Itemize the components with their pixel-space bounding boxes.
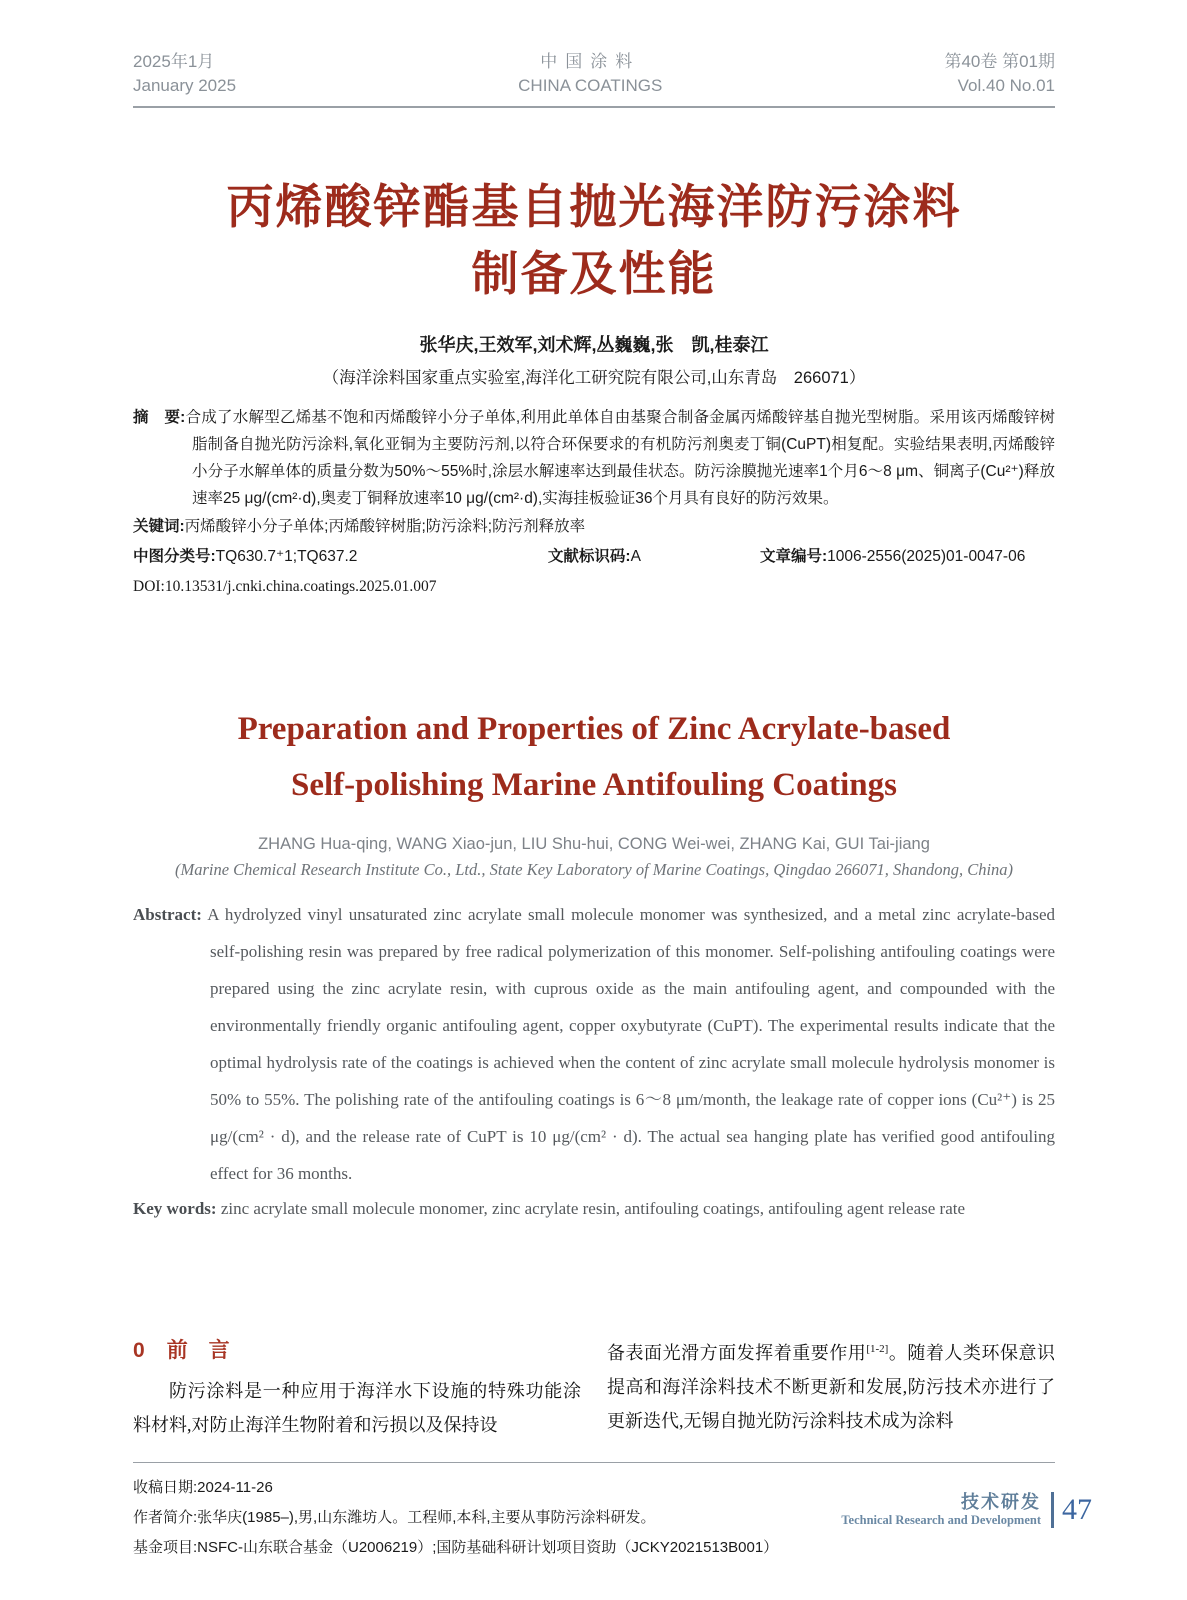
section-number: 0 xyxy=(133,1338,145,1362)
section-title: 前 言 xyxy=(166,1338,230,1362)
article-id xyxy=(760,543,1055,570)
introduction-section xyxy=(133,1336,1055,1442)
article-title-en-line1: Preparation and Properties of Zinc Acrylate-based xyxy=(237,711,951,748)
keywords-en-text: zinc acrylate small molecule monomer, zinc acrylate resin, antifouling coatings, antifouling agent release rate xyxy=(220,1198,966,1218)
author-bio: 作者简介:张华庆(1985–),男,山东潍坊人。工程师,本科,主要从事防污涂料研发。 xyxy=(133,1508,656,1526)
intro-paragraph-right xyxy=(607,1336,1055,1438)
header-journal-en: CHINA COATINGS xyxy=(518,76,663,95)
article-id-label: 文章编号: xyxy=(759,548,828,566)
intro-right-column xyxy=(607,1336,1055,1442)
header-journal-block xyxy=(518,50,662,98)
authors-en: ZHANG Hua-qing, WANG Xiao-jun, LIU Shu-hui, CONG Wei-wei, ZHANG Kai, GUI Tai-jiang xyxy=(258,834,930,853)
footer-column-labels xyxy=(841,1492,1041,1528)
abstract-cn-label: 摘 要: xyxy=(133,409,186,427)
clc-number xyxy=(133,543,548,570)
document-code xyxy=(548,543,760,570)
keywords-cn-text: 丙烯酸锌小分子单体;丙烯酸锌树脂;防污涂料;防污剂释放率 xyxy=(184,518,586,536)
footer-column-cn: 技术研发 xyxy=(961,1492,1041,1512)
abstract-en xyxy=(133,896,1055,1192)
section-heading xyxy=(133,1336,581,1366)
clc-value: TQ630.7⁺1;TQ637.2 xyxy=(215,548,358,566)
abstract-cn-text: 合成了水解型乙烯基不饱和丙烯酸锌小分子单体,利用此单体自由基聚合制备金属丙烯酸锌基自抛光型树脂。采用该丙烯酸锌树脂制备自抛光防污涂料,氧化亚铜为主要防污剂,以符合环保要求的有机防污剂奥麦丁铜(CuPT)相复配。实验结果表明,丙烯酸锌小分子水解单体的质量分数为50%～55%时,涂层水解速率达到最佳状态。防污涂膜抛光速率1个月6～8 μm、铜离子(Cu²⁺)释放速率25 μg/(cm²·d),奥麦丁铜释放速率10 μg/(cm²·d),实海挂板验证36个月具有良好的防污效果。 xyxy=(185,409,1055,508)
abstract-cn xyxy=(133,404,1055,512)
abstract-en-text: A hydrolyzed vinyl unsaturated zinc acrylate small molecule monomer was synthesized, and a metal zinc acrylate-based self-polishing resin was prepared by free radical polymerization of this monomer. Self-polishing antifouling coatings were prepared using the zinc acrylate resin, with cuprous oxide as the main antifouling agent, and compounded with the environmentally friendly organic antifouling agent, copper oxybutyrate (CuPT). The experimental results indicate that the optimal hydrolysis rate of the coatings is achieved when the content of zinc acrylate small molecule hydrolysis monomer is 50% to 55%. The polishing rate of the antifouling coatings is 6～8 μm/month, the leakage rate of copper ions (Cu²⁺) is 25 μg/(cm² · d), and the release rate of CuPT is 10 μg/(cm² · d). The actual sea hanging plate has verified good antifouling effect for 36 months. xyxy=(207,904,1055,1183)
keywords-cn xyxy=(133,513,1055,540)
article-id-value: 1006-2556(2025)01-0047-06 xyxy=(827,548,1026,566)
document-code-label: 文献标识码: xyxy=(547,548,631,566)
intro-paragraph-left: 防污涂料是一种应用于海洋水下设施的特殊功能涂料材料,对防止海洋生物附着和污损以及保持设 xyxy=(133,1380,581,1435)
header-date-block xyxy=(133,50,236,98)
footer-column-en: Technical Research and Development xyxy=(841,1513,1041,1527)
header-issue-cn: 第40卷 第01期 xyxy=(944,52,1055,71)
meta-row xyxy=(133,543,1055,570)
article-title-cn-line1: 丙烯酸锌酯基自抛光海洋防污涂料 xyxy=(226,180,962,233)
keywords-en-label: Key words: xyxy=(133,1198,217,1218)
header-date-en: January 2025 xyxy=(133,76,237,95)
document-code-value: A xyxy=(630,548,641,566)
received-date: 收稿日期:2024-11-26 xyxy=(133,1478,273,1496)
footnote-divider xyxy=(133,1462,1055,1463)
page-footer xyxy=(841,1492,1092,1528)
journal-header xyxy=(133,0,1055,108)
intro-text-before-citation: 备表面光滑方面发挥着重要作用 xyxy=(607,1342,867,1363)
keywords-en xyxy=(133,1194,1055,1224)
citation-ref: [1-2] xyxy=(866,1342,889,1355)
article-title-en xyxy=(133,702,1055,812)
keywords-cn-label: 关键词: xyxy=(133,518,185,536)
funding-project: 基金项目:NSFC-山东联合基金（U2006219）;国防基础科研计划项目资助（JCKY2021513B001） xyxy=(133,1538,779,1556)
header-journal-cn: 中国涂料 xyxy=(540,52,641,71)
header-issue-en: Vol.40 No.01 xyxy=(957,76,1055,95)
affiliation-cn: （海洋涂料国家重点实验室,海洋化工研究院有限公司,山东青岛 266071） xyxy=(322,369,866,388)
article-title-en-line2: Self-polishing Marine Antifouling Coatings xyxy=(290,766,897,803)
article-title-cn xyxy=(133,174,1055,307)
article-title-cn-line2: 制备及性能 xyxy=(471,246,717,300)
intro-left-column xyxy=(133,1336,581,1442)
authors-cn: 张华庆,王效军,刘术辉,丛巍巍,张 凯,桂泰江 xyxy=(419,335,769,356)
clc-label: 中图分类号: xyxy=(133,548,216,566)
abstract-en-label: Abstract: xyxy=(133,904,202,924)
header-date-cn: 2025年1月 xyxy=(133,52,215,71)
header-issue-block xyxy=(944,50,1055,98)
doi: DOI:10.13531/j.cnki.china.coatings.2025.01.007 xyxy=(133,578,437,596)
affiliation-en: (Marine Chemical Research Institute Co., Ltd., State Key Laboratory of Marine Coatings, Qingdao 266071, Shandong, China) xyxy=(174,859,1014,879)
footer-divider-bar xyxy=(1051,1492,1054,1528)
page-number: 47 xyxy=(1062,1493,1092,1526)
intro-text-after-citation: 。随着人类环保意识提高和海洋涂料技术不断更新和发展,防污技术亦进行了更新迭代,无锡自抛光防污涂料技术成为涂料 xyxy=(607,1342,1056,1431)
